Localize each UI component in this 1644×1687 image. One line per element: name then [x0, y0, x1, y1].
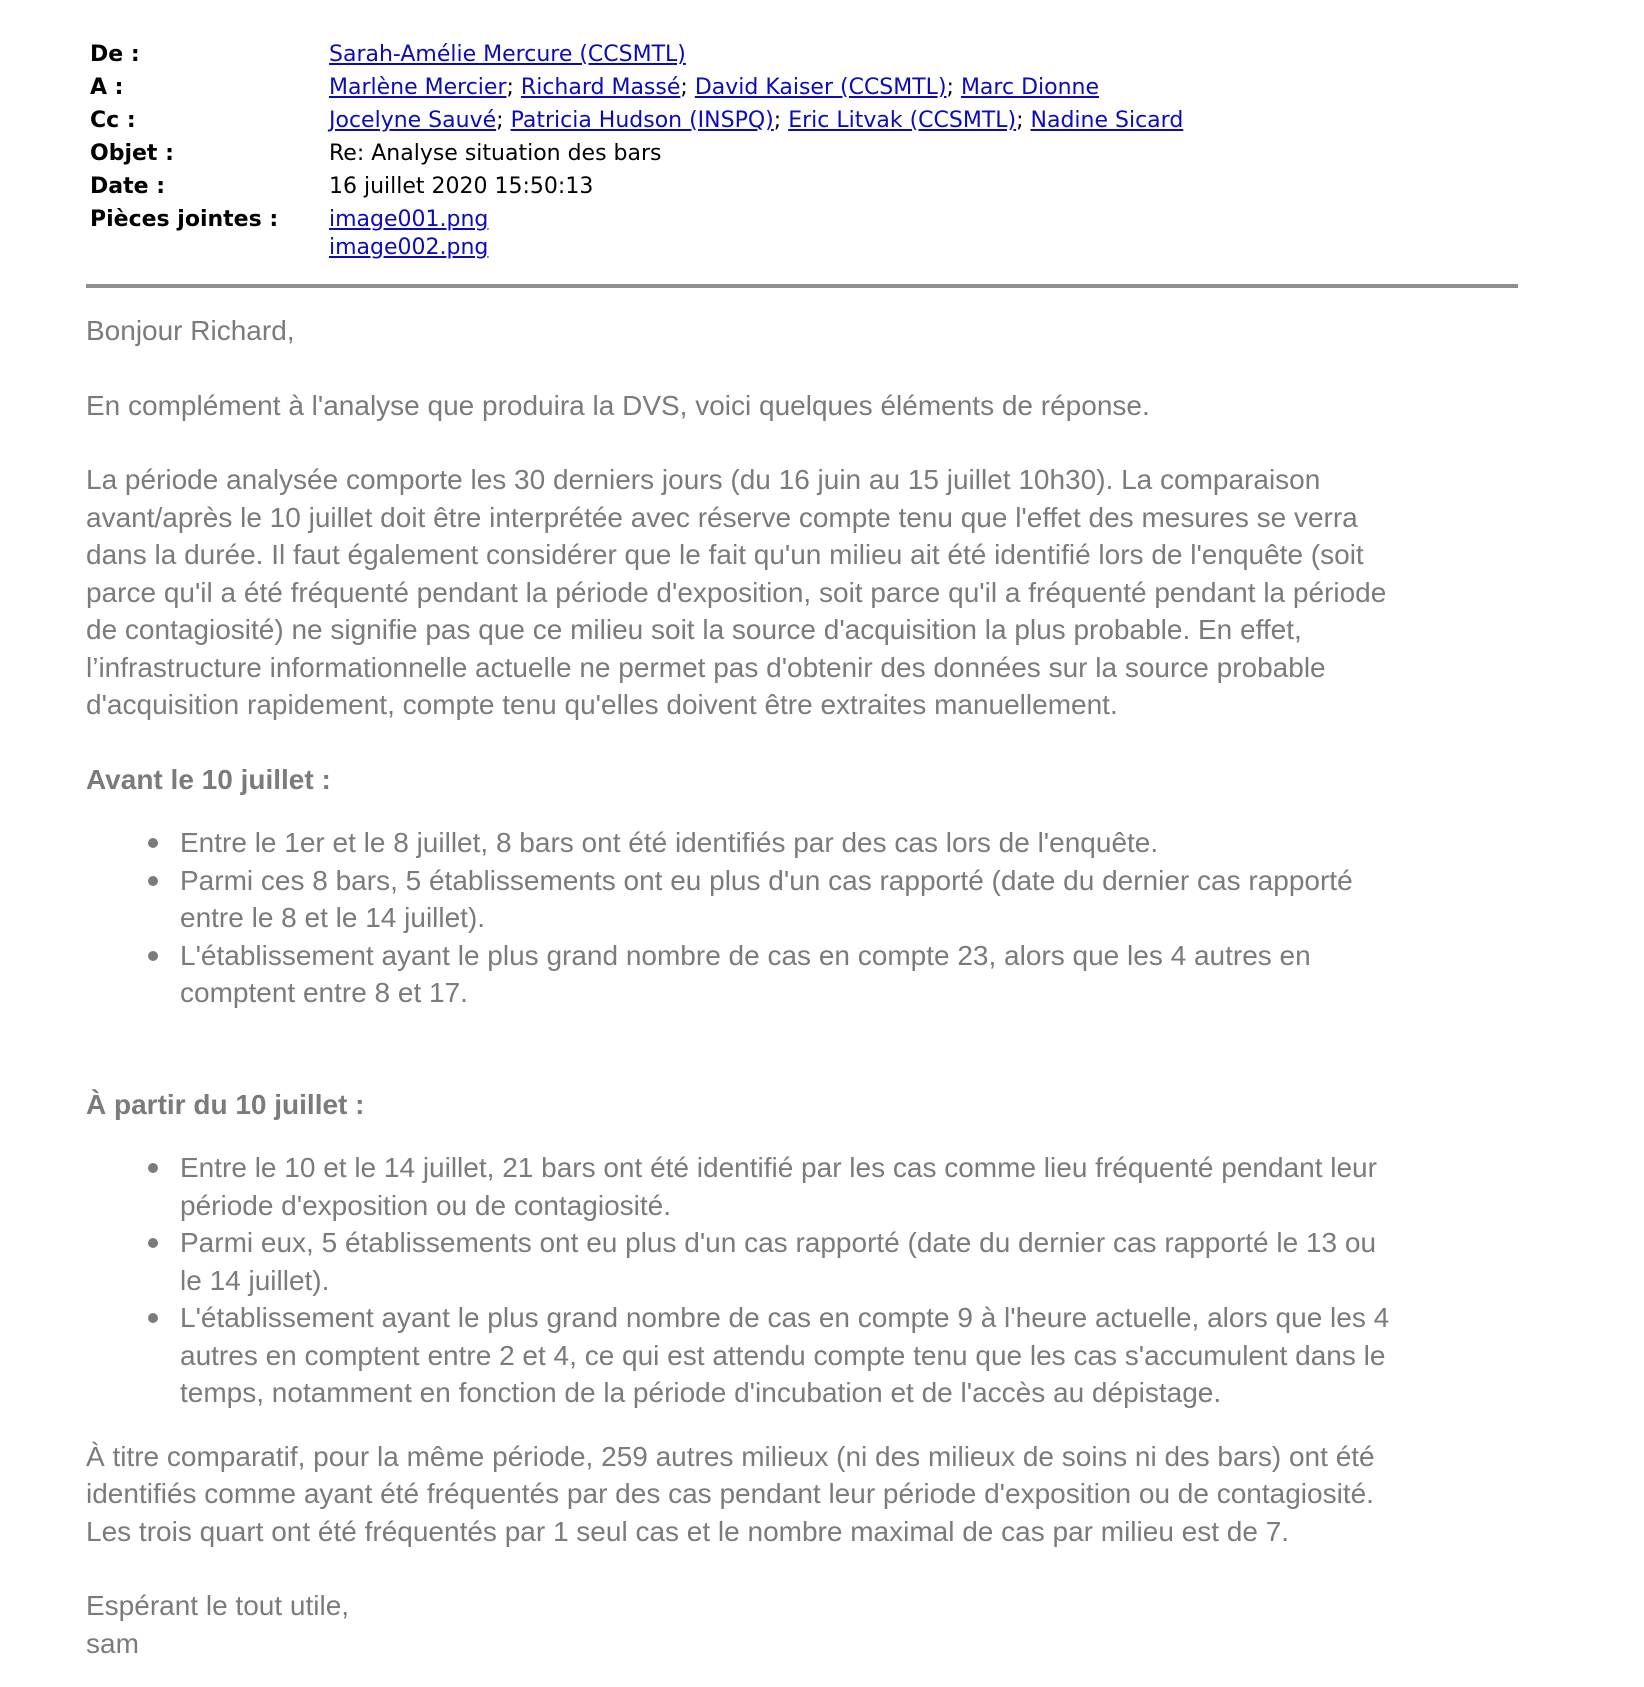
list-item-line: période d'exposition ou de contagiosité. — [180, 1189, 672, 1221]
list-item-line: temps, notamment en fonction de la période d'incubation et de l'accès au dépistage. — [180, 1377, 1222, 1408]
recipient-link[interactable]: Richard Massé — [520, 75, 681, 100]
paragraph-line: de contagiosité) ne signifie pas que ce milieu soit la source d'acquisition la plus probable. En effet, — [86, 614, 1302, 645]
greeting: Bonjour Richard, — [86, 315, 295, 346]
comparison-paragraph — [86, 1438, 1526, 1551]
recipient-link[interactable]: Nadine Sicard — [1030, 108, 1184, 133]
bullet-icon — [148, 951, 158, 961]
attachment-link[interactable]: image002.png — [329, 235, 489, 260]
date-label: Date : — [90, 174, 166, 199]
recipient-separator: ; — [496, 108, 504, 133]
attachment-link[interactable]: image001.png — [329, 207, 489, 232]
paragraph-line: d'acquisition rapidement, compte tenu qu'elles doivent être extraites manuellement. — [86, 689, 1118, 720]
list-item-line: L'établissement ayant le plus grand nombre de cas en compte 9 à l'heure actuelle, alors que les 4 — [180, 1302, 1390, 1333]
recipient-link[interactable]: Marlène Mercier — [329, 75, 507, 100]
sender-link[interactable]: Sarah-Amélie Mercure (CCSMTL) — [329, 42, 686, 67]
list-item-line: entre le 8 et le 14 juillet). — [180, 902, 486, 933]
recipient-separator: ; — [506, 75, 514, 100]
list-item — [86, 1149, 1526, 1224]
paragraph-line: l’infrastructure informationnelle actuelle ne permet pas d'obtenir des données sur la source probable — [86, 651, 1326, 683]
bullet-icon — [148, 876, 158, 886]
bullet-icon — [148, 1163, 158, 1173]
list-item-line: Parmi eux, 5 établissements ont eu plus d'un cas rapporté (date du dernier cas rapporté le 13 ou — [180, 1227, 1377, 1258]
paragraph-line: Les trois quart ont été fréquentés par 1 seul cas et le nombre maximal de cas par milieu est de 7. — [86, 1515, 1290, 1547]
list-item-line: Entre le 1er et le 8 juillet, 8 bars ont été identifiés par des cas lors de l'enquête. — [180, 827, 1159, 858]
list-item-line: le 14 juillet). — [180, 1264, 330, 1296]
paragraph-line: identifiés comme ayant été fréquentés par des cas pendant leur période d'exposition ou de contagiosité. — [86, 1478, 1374, 1509]
list-item-line: Entre le 10 et le 14 juillet, 21 bars ont été identifié par les cas comme lieu fréquenté pendant leur — [180, 1152, 1377, 1183]
recipient-separator: ; — [773, 108, 782, 133]
subject-row — [90, 137, 1510, 170]
recipient-link[interactable]: David Kaiser (CCSMTL) — [694, 75, 947, 100]
cc-recipients — [329, 104, 1510, 137]
recipient-separator: ; — [680, 75, 688, 100]
date-value: 16 juillet 2020 15:50:13 — [329, 174, 594, 199]
email-header — [90, 38, 1510, 262]
recipient-separator: ; — [946, 75, 954, 100]
list-item — [86, 862, 1526, 937]
to-recipients — [329, 71, 1510, 104]
list-item-line: Parmi ces 8 bars, 5 établissements ont eu plus d'un cas rapporté (date du dernier cas rapporté — [180, 864, 1353, 896]
to-row — [90, 71, 1510, 104]
closing-line: Espérant le tout utile, — [86, 1590, 350, 1621]
after-heading: À partir du 10 juillet : — [86, 1088, 365, 1120]
recipient-link[interactable]: Jocelyne Sauvé — [329, 108, 497, 133]
paragraph-line: avant/après le 10 juillet doit être interprétée avec réserve compte tenu que l'effet des mesures se verra — [86, 501, 1358, 533]
paragraph-line: dans la durée. Il faut également considérer que le fait qu'un milieu ait été identifié lors de l'enquête (soit — [86, 539, 1364, 570]
list-item — [86, 937, 1526, 1012]
subject-value: Re: Analyse situation des bars — [329, 141, 662, 166]
date-row — [90, 170, 1510, 203]
list-item-line: comptent entre 8 et 17. — [180, 977, 468, 1008]
recipient-link[interactable]: Patricia Hudson (INSPQ) — [510, 108, 774, 133]
before-heading: Avant le 10 juillet : — [86, 763, 331, 795]
list-item — [86, 1224, 1526, 1299]
signature: sam — [86, 1627, 139, 1659]
list-item-line: autres en comptent entre 2 et 4, ce qui est attendu compte tenu que les cas s'accumulent dans le — [180, 1339, 1386, 1371]
after-list — [86, 1149, 1526, 1412]
bullet-icon — [148, 838, 158, 848]
from-row — [90, 38, 1510, 71]
cc-label: Cc : — [90, 108, 136, 133]
header-divider — [86, 284, 1518, 288]
recipient-link[interactable]: Eric Litvak (CCSMTL) — [788, 108, 1017, 133]
email-body — [86, 312, 1526, 1662]
from-label: De : — [90, 42, 140, 67]
bullet-icon — [148, 1238, 158, 1248]
list-item — [86, 1299, 1526, 1412]
intro-paragraph: En complément à l'analyse que produira la DVS, voici quelques éléments de réponse. — [86, 389, 1150, 421]
recipient-link[interactable]: Marc Dionne — [960, 75, 1100, 100]
list-item-line: L'établissement ayant le plus grand nombre de cas en compte 23, alors que les 4 autres en — [180, 939, 1311, 971]
to-label: A : — [90, 75, 124, 100]
paragraph-line: À titre comparatif, pour la même période, 259 autres milieux (ni des milieux de soins ni des bars) ont été — [86, 1440, 1375, 1472]
attachments-row — [90, 206, 1510, 262]
period-paragraph — [86, 461, 1526, 724]
paragraph-line: parce qu'il a été fréquenté pendant la période d'exposition, soit parce qu'il a fréquenté pendant la période — [86, 576, 1387, 608]
bullet-icon — [148, 1313, 158, 1323]
cc-row — [90, 104, 1510, 137]
attachments-label: Pièces jointes : — [90, 207, 279, 232]
list-item — [86, 824, 1526, 862]
recipient-separator: ; — [1016, 108, 1024, 133]
before-list — [86, 824, 1526, 1012]
subject-label: Objet : — [90, 141, 174, 166]
paragraph-line: La période analysée comporte les 30 derniers jours (du 16 juin au 15 juillet 10h30). La comparaison — [86, 464, 1321, 495]
